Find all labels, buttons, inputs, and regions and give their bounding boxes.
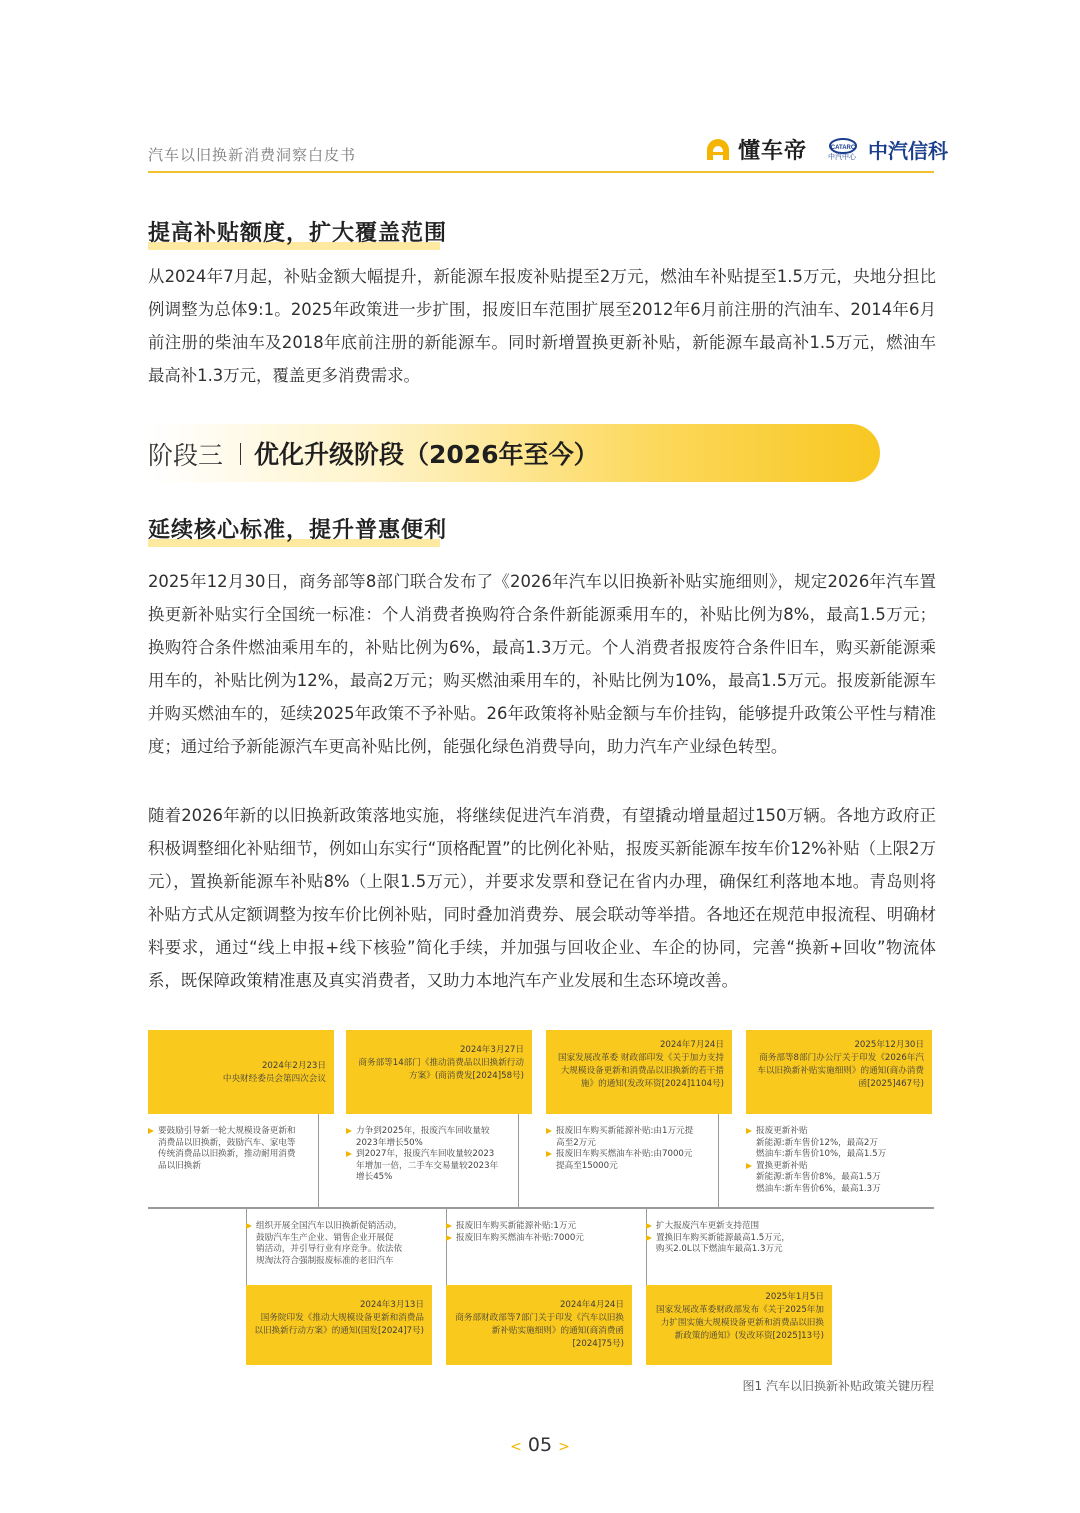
note-item: 报废旧车购买燃油车补贴:7000元 (446, 1233, 632, 1245)
event-date: 2024年7月24日 (659, 1040, 724, 1050)
dongchedi-logo-text: 懂车帝 (738, 139, 808, 164)
event-text: 国务院印发《推动大规模设备更新和消费品以旧换新行动方案》的通知(国发[2024]7号) (254, 1313, 424, 1336)
note-item: 报废更新补贴 新能源:新车售价12%，最高2万 燃油车:新车售价10%，最高1.5万 (746, 1126, 932, 1161)
page-number (0, 1434, 1080, 1456)
chevron-right-icon: > (558, 1439, 570, 1455)
note-item: 置换更新补贴 新能源:新车售价8%，最高1.5万 燃油车:新车售价6%，最高1.3万 (746, 1161, 932, 1196)
timeline-connector (518, 1114, 519, 1207)
event-text: 商务部财政部等7部门关于印发《汽车以旧换新补贴实施细则》的通知(商消费函[2024]75号) (455, 1313, 624, 1349)
page-number-text: 05 (527, 1434, 553, 1456)
event-date: 2024年2月23日 (261, 1061, 326, 1071)
timeline-notes-2024-04-24 (446, 1221, 632, 1244)
note-item: 要鼓励引导新一轮大规模设备更新和 消费品以旧换新，鼓励汽车、家电等 传统消费品以旧换新，推动耐用消费 品以旧换新 (148, 1126, 318, 1172)
note-item: 报废旧车购买燃油车补贴:由7000元 提高至15000元 (546, 1149, 716, 1172)
timeline-event-2024-03-27 (346, 1030, 532, 1114)
figure-caption: 图1 汽车以旧换新补贴政策关键历程 (742, 1379, 934, 1393)
stage-separator (240, 443, 241, 465)
timeline-notes-2025-12-30 (746, 1126, 932, 1195)
note-item: 报废旧车购买新能源补贴:1万元 (446, 1221, 632, 1233)
timeline-notes-2024-03-27 (346, 1126, 516, 1184)
event-date: 2025年12月30日 (854, 1040, 924, 1050)
section-heading-text: 提高补贴额度，扩大覆盖范围 (148, 221, 448, 246)
event-text: 商务部等14部门《推动消费品以旧换新行动方案》(商消费发[2024]58号) (358, 1058, 524, 1081)
section-heading-standard (148, 513, 447, 544)
timeline-event-2025-12-30 (746, 1030, 932, 1114)
note-item: 置换旧车购买新能源最高1.5万元， 购买2.0L以下燃油车最高1.3万元 (646, 1233, 832, 1256)
timeline-connector (318, 1114, 319, 1207)
timeline-event-2024-03-13 (246, 1285, 432, 1365)
timeline-notes-2024-07-24 (546, 1126, 716, 1172)
timeline-connector (718, 1114, 719, 1207)
catarc-logo (828, 132, 948, 168)
paragraph-subsidy: 从2024年7月起，补贴金额大幅提升，新能源车报废补贴提至2万元，燃油车补贴提至1.5万元，央地分担比例调整为总体9:1。2025年政策进一步扩围，报废旧车范围扩展至2012年6月前注册的汽油车、2014年6月前注册的柴油车及2018年底前注册的新能源车。同时新增置换更新补贴，新能源车最高补1.5万元，燃油车最高补1.3万元，覆盖更多消费需求。 (148, 267, 936, 385)
page-header (148, 132, 948, 172)
timeline-axis (148, 1207, 934, 1209)
event-text: 中央财经委员会第四次会议 (222, 1074, 326, 1084)
paragraph-local-policies: 随着2026年新的以旧换新政策落地实施，将继续促进汽车消费，有望撬动增量超过150万辆。各地方政府正积极调整细化补贴细节，例如山东实行“顶格配置”的比例化补贴，报废买新能源车按车价12%补贴（上限2万元），置换新能源车补贴8%（上限1.5万元），并要求发票和登记在省内办理，确保红利落地本地。青岛则将补贴方式从定额调整为按车价比例补贴，同时叠加消费券、展会联动等举措。各地还在规范申报流程、明确材料要求，通过“线上申报+线下核验”简化手续，并加强与回收企业、车企的协同，完善“换新+回收”物流体系，既保障政策精准惠及真实消费者，又助力本地汽车产业发展和生态环境改善。 (148, 806, 936, 990)
section-heading-text: 延续核心标准，提升普惠便利 (148, 518, 448, 543)
timeline-event-2024-04-24 (446, 1285, 632, 1365)
timeline-event-2025-01-05 (646, 1285, 832, 1365)
section-heading-subsidy (148, 216, 447, 247)
event-text: 国家发展改革委财政部发布《关于2025年加力扩围实施大规模设备更新和消费品以旧换新政策的通知》(发改环资[2025]13号) (656, 1305, 824, 1341)
timeline-event-2024-02-23 (148, 1030, 334, 1114)
dongchedi-logo-icon (704, 138, 732, 162)
note-item: 扩大报废汽车更新支持范围 (646, 1221, 832, 1233)
event-date: 2024年3月27日 (459, 1045, 524, 1055)
event-text: 国家发展改革委 财政部印发《关于加力支持大规模设备更新和消费品以旧换新的若干措施》的通知(发改环资[2024]1104号) (557, 1053, 724, 1089)
note-item: 力争到2025年，报废汽车回收量较 2023年增长50% (346, 1126, 516, 1149)
document-title: 汽车以旧换新消费洞察白皮书 (148, 146, 357, 164)
note-item: 组织开展全国汽车以旧换新促销活动， 鼓励汽车生产企业、销售企业开展促 销活动，并引导行业有序竞争。依法依 规淘汰符合强制报废标准的老旧汽车 (246, 1221, 432, 1267)
chevron-left-icon: < (510, 1439, 522, 1455)
paragraph-2026-rules: 2025年12月30日，商务部等8部门联合发布了《2026年汽车以旧换新补贴实施细则》，规定2026年汽车置换更新补贴实行全国统一标准：个人消费者换购符合条件新能源乘用车的，补贴比例为8%，最高1.5万元；换购符合条件燃油乘用车的，补贴比例为6%，最高1.3万元。个人消费者报废符合条件旧车，购买新能源乘用车的，补贴比例为12%，最高2万元；购买燃油乘用车的，补贴比例为10%，最高1.5万元。报废新能源车并购买燃油车的，延续2025年政策不予补贴。26年政策将补贴金额与车价挂钩，能够提升政策公平性与精准度；通过给予新能源汽车更高补贴比例，能强化绿色消费导向，助力汽车产业绿色转型。 (148, 572, 936, 756)
timeline-notes-2024-02-23 (148, 1126, 318, 1172)
stage-banner (148, 424, 880, 482)
stage-label: 阶段三 (148, 441, 224, 470)
timeline-event-2024-07-24 (546, 1030, 732, 1114)
timeline-notes-2024-03-13 (246, 1221, 432, 1267)
stage-title: 优化升级阶段（2026年至今） (254, 440, 599, 469)
event-text: 商务部等8部门办公厅关于印发《2026年汽车以旧换新补贴实施细则》的通知(商办消费函[2025]467号) (757, 1053, 924, 1089)
dongchedi-logo (704, 134, 807, 165)
note-item: 到2027年，报废汽车回收量较2023 年增加一倍，二手车交易量较2023年 增长45% (346, 1149, 516, 1184)
event-date: 2024年3月13日 (359, 1300, 424, 1310)
event-date: 2024年4月24日 (559, 1300, 624, 1310)
catarc-logo-subtext: 中汽中心 (828, 153, 856, 161)
note-item: 报废旧车购买新能源补贴:由1万元提 高至2万元 (546, 1126, 716, 1149)
catarc-logo-text: 中汽信科 (868, 139, 948, 163)
header-divider (148, 171, 934, 173)
svg-text:CATARC: CATARC (830, 145, 856, 151)
event-date: 2025年1月5日 (765, 1292, 824, 1302)
timeline-notes-2025-01-05 (646, 1221, 832, 1256)
